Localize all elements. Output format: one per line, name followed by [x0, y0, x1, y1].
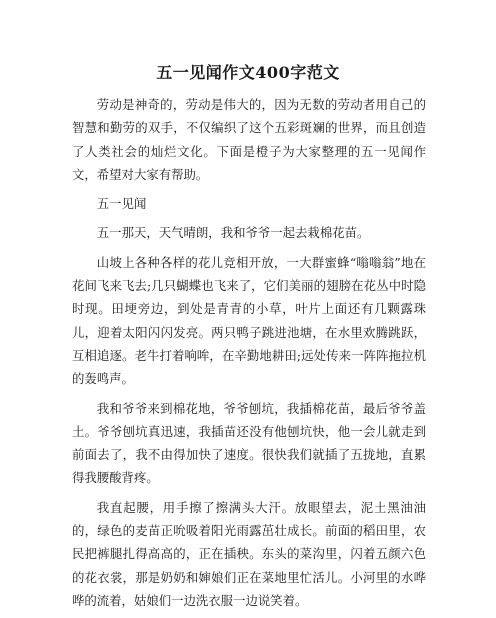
document-body: [72, 93, 426, 618]
intro-paragraph: 劳动是神奇的，劳动是伟大的，因为无数的劳动者用自己的智慧和勤劳的双手，不仅编织了这个五彩斑斓的世界，而且创造了人类社会的灿烂文化。下面是橙子为大家整理的五一见闻作文，希望对大家有帮助。: [72, 97, 426, 182]
document-title: 五一见闻作文400字范文: [156, 63, 340, 82]
body-paragraph: 我直起腰，用手擦了擦满头大汗。放眼望去，泥土黑油油的，绿色的麦苗正吮吸着阳光雨露茁壮成长。前面的稻田里，农民把裤腿扎得高高的，正在插秧。东头的菜沟里，闪着五颜六色的花衣裳，那是奶奶和婶娘们正在菜地里忙活儿。小河里的水哗哗的流着，姑娘们一边洗衣服一边说笑着。: [72, 499, 426, 608]
body-paragraph: 五一那天，天气晴朗，我和爷爷一起去栽棉花苗。: [96, 225, 370, 241]
section-heading: 五一见闻: [96, 196, 147, 212]
body-paragraph: 山坡上各种各样的花儿竞相开放，一大群蜜蜂“嗡嗡翁”地在花间飞来飞去;几只蝴蝶也飞来了，它们美丽的翅膀在花丛中时隐时现。田埂旁边，到处是青青的小草，叶片上面还有几颗露珠儿，迎着太阳闪闪发亮。两只鸭子跳进池塘，在水里欢腾跳跃，互相追逐。老牛打着响哞，在辛勤地耕田;远处传来一阵阵拖拉机的轰鸣声。: [72, 254, 426, 387]
body-paragraph: 我和爷爷来到棉花地，爷爷刨坑，我插棉花苗，最后爷爷盖土。爷爷刨坑真迅速，我插苗还没有他刨坑快，他一会儿就走到前面去了，我不由得加快了速度。很快我们就插了五拢地，直累得我腰酸背疼。: [72, 400, 426, 486]
